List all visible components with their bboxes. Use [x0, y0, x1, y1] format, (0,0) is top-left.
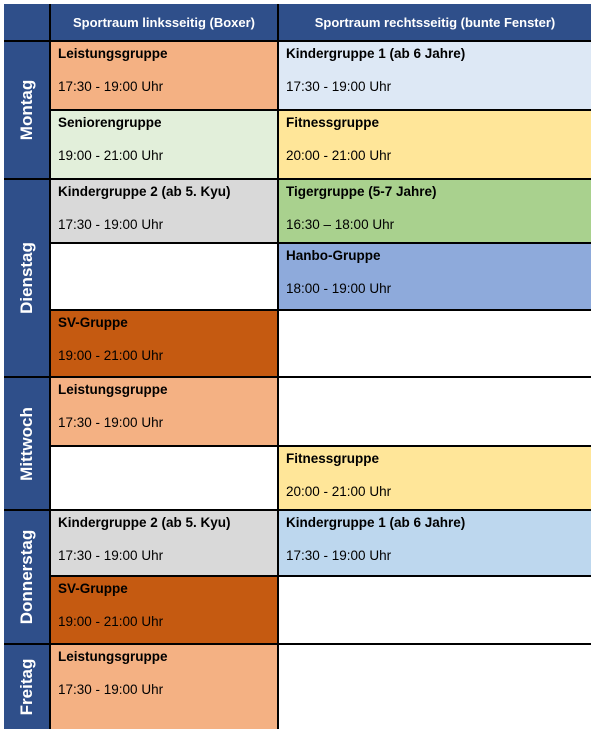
slot-montag-left-2 — [51, 111, 277, 178]
group-time: 19:00 - 21:00 Uhr — [58, 348, 164, 363]
group-time: 17:30 - 19:00 Uhr — [58, 548, 164, 563]
day-label-freitag: Freitag — [4, 645, 49, 729]
day-label-montag: Montag — [4, 42, 49, 178]
group-time: 18:00 - 19:00 Uhr — [286, 281, 392, 296]
slot-donnerstag-right-1 — [279, 511, 591, 575]
group-time: 20:00 - 21:00 Uhr — [286, 484, 392, 499]
day-label-donnerstag: Donnerstag — [4, 511, 49, 643]
group-time: 17:30 - 19:00 Uhr — [286, 79, 392, 94]
slot-donnerstag-left-2 — [51, 577, 277, 643]
slot-montag-right-1 — [279, 42, 591, 109]
group-time: 16:30 – 18:00 Uhr — [286, 217, 395, 232]
group-name: Leistungsgruppe — [58, 46, 168, 61]
group-name: Seniorengruppe — [58, 115, 162, 130]
group-name: Fitnessgruppe — [286, 115, 380, 130]
slot-mittwoch-left-empty — [51, 447, 277, 509]
group-time: 17:30 - 19:00 Uhr — [58, 217, 164, 232]
header-right-room: Sportraum rechtsseitig (bunte Fenster) — [279, 4, 591, 40]
slot-dienstag-left-empty — [51, 244, 277, 309]
slot-donnerstag-right-empty — [279, 577, 591, 643]
group-name: Fitnessgruppe — [286, 451, 380, 466]
group-time: 17:30 - 19:00 Uhr — [58, 79, 164, 94]
group-name: Kindergruppe 1 (ab 6 Jahre) — [286, 515, 466, 530]
group-time: 20:00 - 21:00 Uhr — [286, 148, 392, 163]
slot-donnerstag-left-1 — [51, 511, 277, 575]
group-name: Kindergruppe 2 (ab 5. Kyu) — [58, 515, 231, 530]
group-name: Leistungsgruppe — [58, 649, 168, 664]
group-time: 17:30 - 19:00 Uhr — [58, 682, 164, 697]
day-label-mittwoch: Mittwoch — [4, 378, 49, 509]
group-name: Leistungsgruppe — [58, 382, 168, 397]
group-name: SV-Gruppe — [58, 315, 128, 330]
group-name: Hanbo-Gruppe — [286, 248, 381, 263]
header-left-room: Sportraum linksseitig (Boxer) — [51, 4, 277, 40]
slot-mittwoch-right-2 — [279, 447, 591, 509]
group-time: 19:00 - 21:00 Uhr — [58, 614, 164, 629]
group-time: 17:30 - 19:00 Uhr — [286, 548, 392, 563]
group-time: 19:00 - 21:00 Uhr — [58, 148, 164, 163]
slot-montag-left-1 — [51, 42, 277, 109]
slot-mittwoch-right-empty — [279, 378, 591, 445]
group-name: Tigergruppe (5-7 Jahre) — [286, 184, 437, 199]
slot-dienstag-left-1 — [51, 180, 277, 242]
slot-freitag-left-1 — [51, 645, 277, 729]
slot-dienstag-right-1 — [279, 180, 591, 242]
schedule-table — [4, 4, 591, 729]
group-name: Kindergruppe 1 (ab 6 Jahre) — [286, 46, 466, 61]
group-time: 17:30 - 19:00 Uhr — [58, 415, 164, 430]
slot-dienstag-left-3 — [51, 311, 277, 376]
group-name: Kindergruppe 2 (ab 5. Kyu) — [58, 184, 231, 199]
slot-montag-right-2 — [279, 111, 591, 178]
slot-mittwoch-left-1 — [51, 378, 277, 445]
slot-freitag-right-empty — [279, 645, 591, 729]
slot-dienstag-right-2 — [279, 244, 591, 309]
group-name: SV-Gruppe — [58, 581, 128, 596]
day-label-dienstag: Dienstag — [4, 180, 49, 376]
slot-dienstag-right-empty — [279, 311, 591, 376]
header-corner — [4, 4, 49, 40]
